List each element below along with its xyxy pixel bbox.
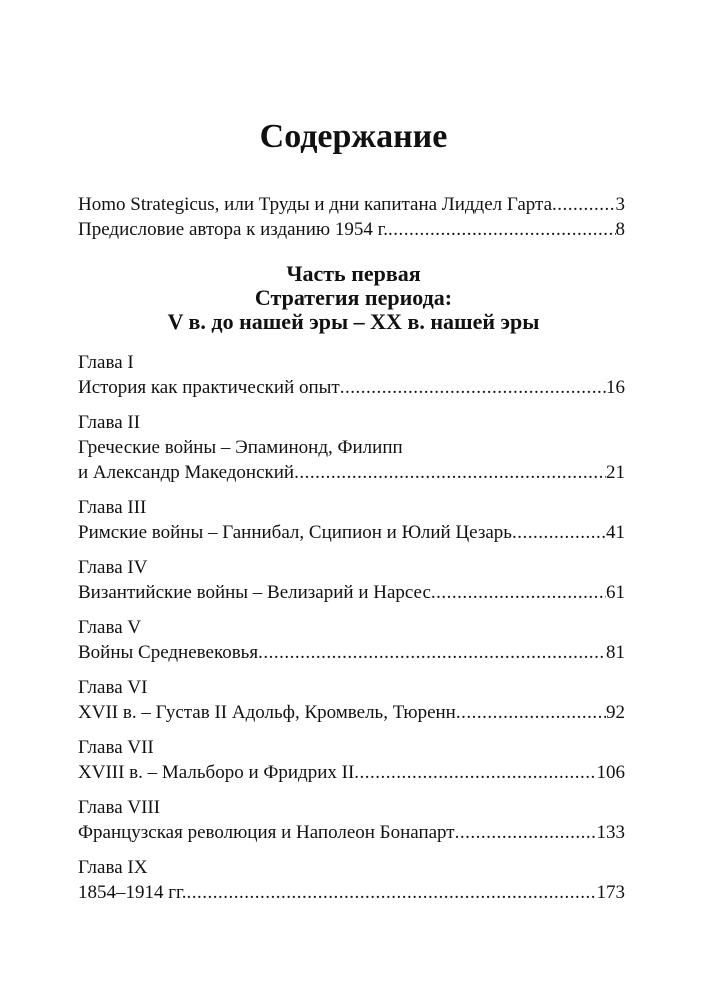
toc-entry[interactable]	[78, 217, 625, 242]
chapter-page: 92	[606, 702, 625, 723]
chapter-title: XVII в. – Густав II Адольф, Кромвель, Тюренн	[78, 702, 456, 723]
dot-leader	[354, 760, 596, 785]
chapter-entry[interactable]	[78, 555, 625, 605]
dot-leader	[294, 460, 606, 485]
chapter-title: Войны Средневековья	[78, 642, 259, 663]
chapter-title: и Александр Македонский	[78, 462, 295, 483]
chapter-label: Глава III	[78, 497, 147, 518]
chapter-title-line: Греческие войны – Эпаминонд, Филипп	[78, 437, 403, 458]
chapter-title: XVIII в. – Мальборо и Фридрих II	[78, 762, 355, 783]
toc-entry-page: 8	[615, 219, 625, 240]
part-heading	[0, 262, 707, 334]
chapter-page: 133	[596, 822, 625, 843]
toc-entry-title: Homo Strategicus, или Труды и дни капитана Лиддел Гарта	[78, 194, 553, 215]
dot-leader	[431, 580, 606, 605]
front-matter-list	[78, 192, 625, 242]
chapter-entry[interactable]	[78, 855, 625, 905]
chapter-label: Глава VI	[78, 677, 148, 698]
part-title: Стратегия периода:	[254, 285, 453, 310]
dot-leader	[186, 880, 596, 905]
chapter-entry[interactable]	[78, 495, 625, 545]
toc-entry-title: Предисловие автора к изданию 1954 г.	[78, 219, 388, 240]
dot-leader	[388, 217, 616, 242]
dot-leader	[456, 700, 606, 725]
chapter-entry[interactable]	[78, 350, 625, 400]
chapter-title: История как практический опыт	[78, 377, 340, 398]
chapter-page: 61	[606, 582, 625, 603]
dot-leader	[258, 640, 606, 665]
chapter-label: Глава V	[78, 617, 142, 638]
dot-leader	[512, 520, 606, 545]
page-title: Содержание	[259, 118, 448, 155]
chapter-page: 16	[606, 377, 625, 398]
part-subtitle: V в. до нашей эры – XX в. нашей эры	[167, 309, 540, 334]
chapter-page: 81	[606, 642, 625, 663]
part-number: Часть первая	[286, 261, 421, 286]
chapter-page: 41	[606, 522, 625, 543]
dot-leader	[455, 820, 597, 845]
chapter-title: Византийские войны – Велизарий и Нарсес	[78, 582, 431, 603]
chapter-title: 1854–1914 гг.	[78, 882, 187, 903]
chapter-entry[interactable]	[78, 615, 625, 665]
dot-leader	[552, 192, 615, 217]
chapter-entry[interactable]	[78, 795, 625, 845]
chapter-page: 173	[596, 882, 625, 903]
chapter-label: Глава VIII	[78, 797, 161, 818]
chapter-page: 21	[606, 462, 625, 483]
chapter-label: Глава VII	[78, 737, 154, 758]
chapter-page: 106	[596, 762, 625, 783]
chapter-entry[interactable]	[78, 675, 625, 725]
chapter-title: Римские войны – Ганнибал, Сципион и Юлий Цезарь	[78, 522, 512, 543]
chapter-label: Глава I	[78, 352, 134, 373]
chapter-entry[interactable]	[78, 410, 625, 485]
chapter-title: Французская революция и Наполеон Бонапарт	[78, 822, 455, 843]
chapter-label: Глава IX	[78, 857, 148, 878]
dot-leader	[340, 375, 606, 400]
chapter-label: Глава IV	[78, 557, 148, 578]
chapter-label: Глава II	[78, 412, 141, 433]
toc-entry-page: 3	[615, 194, 625, 215]
chapter-entry[interactable]	[78, 735, 625, 785]
chapter-list	[78, 350, 625, 915]
toc-entry[interactable]	[78, 192, 625, 217]
